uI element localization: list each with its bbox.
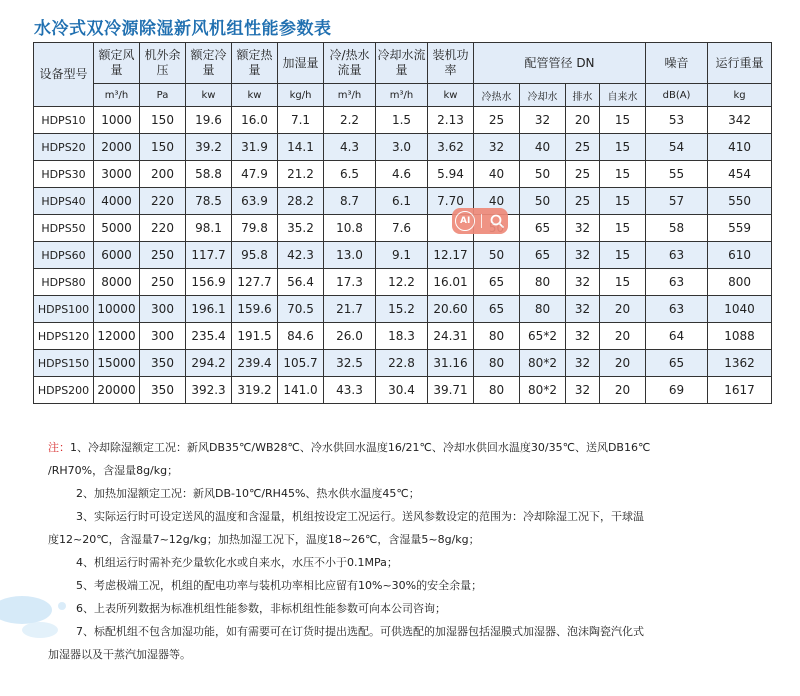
table-cell: 250 [140,242,186,269]
table-cell: 239.4 [232,350,278,377]
table-cell: 15 [600,161,646,188]
table-cell: 1040 [708,296,772,323]
table-cell: 24.31 [428,323,474,350]
table-cell: 57 [646,188,708,215]
table-cell: 32 [566,377,600,404]
note-2: 2、加热加湿额定工况：新风DB-10℃/RH45%、热水供水温度45℃； [76,487,420,500]
notes-prefix: 注： [48,441,70,454]
table-cell: 15 [600,134,646,161]
table-cell: 65 [474,296,520,323]
table-cell: 156.9 [186,269,232,296]
table-cell: 20 [600,323,646,350]
table-cell: 12.2 [376,269,428,296]
water-splash-decoration [0,582,80,652]
table-cell: 95.8 [232,242,278,269]
unit-cell: kw [428,84,474,107]
table-cell: 15 [600,188,646,215]
table-cell: 32 [566,215,600,242]
header-cwflow: 冷/热水流量 [324,43,376,84]
table-cell: 7.70 [428,188,474,215]
spec-table-body [34,107,772,404]
header-noise: 噪音 [646,43,708,84]
model-cell: HDPS30 [34,161,94,188]
page-title: 水冷式双冷源除湿新风机组性能参数表 [34,19,332,39]
table-cell: 32 [566,296,600,323]
table-cell: 32 [474,134,520,161]
table-row [34,107,772,134]
table-cell: 15.2 [376,296,428,323]
table-cell: 15 [600,215,646,242]
table-cell: 2.13 [428,107,474,134]
table-cell: 47.9 [232,161,278,188]
model-cell: HDPS150 [34,350,94,377]
table-cell: 19.6 [186,107,232,134]
table-cell: 9.1 [376,242,428,269]
table-cell: 610 [708,242,772,269]
table-cell: 141.0 [278,377,324,404]
model-cell: HDPS10 [34,107,94,134]
table-cell: 25 [566,188,600,215]
table-cell: 79.8 [232,215,278,242]
unit-cell: m³/h [376,84,428,107]
table-cell: 16.01 [428,269,474,296]
table-cell: 25 [566,134,600,161]
table-cell: 25 [474,107,520,134]
table-cell: 12.17 [428,242,474,269]
header-humid: 加湿量 [278,43,324,84]
table-cell: 20.60 [428,296,474,323]
table-cell: 250 [140,269,186,296]
model-cell: HDPS50 [34,215,94,242]
header-pipes: 配管管径 DN [474,43,646,84]
model-cell: HDPS20 [34,134,94,161]
table-cell: 8000 [94,269,140,296]
model-cell: HDPS200 [34,377,94,404]
header-heat: 额定热量 [232,43,278,84]
table-cell: 3.0 [376,134,428,161]
table-cell: 69 [646,377,708,404]
table-cell: 80 [474,350,520,377]
table-row [34,269,772,296]
table-cell: 10000 [94,296,140,323]
table-cell: 80 [520,296,566,323]
unit-cell: kw [232,84,278,107]
table-cell: 559 [708,215,772,242]
unit-cell: 排水 [566,84,600,107]
table-cell: 40 [520,134,566,161]
table-cell: 6.1 [376,188,428,215]
table-cell: 65 [474,269,520,296]
table-cell: 32.5 [324,350,376,377]
table-cell: 20 [600,350,646,377]
table-cell: 65 [646,350,708,377]
table-cell: 1.5 [376,107,428,134]
table-cell: 84.6 [278,323,324,350]
table-cell: 1362 [708,350,772,377]
table-cell: 300 [140,323,186,350]
table-cell: 39.2 [186,134,232,161]
table-cell: 1088 [708,323,772,350]
note-3: 3、实际运行时可设定送风的温度和含湿量，机组按设定工况运行。送风参数设定的范围为：冷却除湿工况下，干球温 [76,510,644,523]
table-cell: 20000 [94,377,140,404]
unit-cell: kg/h [278,84,324,107]
table-row [34,188,772,215]
table-cell: 6.5 [324,161,376,188]
table-row [34,161,772,188]
table-cell: 18.3 [376,323,428,350]
table-cell: 342 [708,107,772,134]
table-cell: 350 [140,377,186,404]
header-model: 设备型号 [34,43,94,107]
table-cell: 31.9 [232,134,278,161]
note-6: 6、上表所列数据为标准机组性能参数，非标机组性能参数可向本公司咨询； [76,602,446,615]
table-cell: 65 [520,215,566,242]
table-cell: 220 [140,188,186,215]
model-cell: HDPS80 [34,269,94,296]
table-row [34,350,772,377]
table-cell: 42.3 [278,242,324,269]
header-cowflow: 冷却水流量 [376,43,428,84]
table-cell: 20 [600,377,646,404]
table-cell: 15 [600,107,646,134]
unit-cell: dB(A) [646,84,708,107]
table-cell: 32 [566,323,600,350]
note-1-cont: /RH70%，含湿量8g/kg； [48,464,179,477]
unit-cell: kg [708,84,772,107]
table-cell: 56.4 [278,269,324,296]
note-5: 5、考虑极端工况，机组的配电功率与装机功率相比应留有10%~30%的安全余量； [76,579,483,592]
table-cell: 55 [646,161,708,188]
table-cell: 17.3 [324,269,376,296]
table-cell: 32 [566,269,600,296]
table-cell: 10.8 [324,215,376,242]
table-cell: 63 [646,242,708,269]
table-cell: 70.5 [278,296,324,323]
note-1: 1、冷却除湿额定工况：新风DB35℃/WB28℃、冷水供回水温度16/21℃、冷却水供回水温度30/35℃、送风DB16℃ [70,441,651,454]
table-cell: 392.3 [186,377,232,404]
unit-cell: m³/h [94,84,140,107]
table-cell: 3.62 [428,134,474,161]
table-cell: 80 [474,377,520,404]
table-cell: 63 [646,269,708,296]
table-cell: 4.3 [324,134,376,161]
table-cell: 16.0 [232,107,278,134]
table-cell: 63.9 [232,188,278,215]
table-cell: 105.7 [278,350,324,377]
table-cell: 80 [520,269,566,296]
table-cell: 28.2 [278,188,324,215]
table-cell: 200 [140,161,186,188]
note-7: 7、标配机组不包含加湿功能，如有需要可在订货时提出选配。可供选配的加湿器包括湿膜式加湿器、泡沫陶瓷汽化式 [76,625,644,638]
table-cell: 25 [566,161,600,188]
ai-icon[interactable]: AI [455,211,475,231]
table-cell: 50 [474,242,520,269]
header-cool: 额定冷量 [186,43,232,84]
table-cell: 5000 [94,215,140,242]
header-power: 装机功率 [428,43,474,84]
table-cell: 159.6 [232,296,278,323]
table-cell: 50 [520,188,566,215]
table-cell: 2000 [94,134,140,161]
unit-cell: kw [186,84,232,107]
table-cell: 3000 [94,161,140,188]
table-row [34,134,772,161]
table-cell: 30.4 [376,377,428,404]
table-cell: 191.5 [232,323,278,350]
table-cell: 150 [140,134,186,161]
table-cell: 98.1 [186,215,232,242]
table-cell: 80*2 [520,377,566,404]
table-cell: 15 [600,269,646,296]
note-4: 4、机组运行时需补充少量软化水或自来水，水压不小于0.1MPa； [76,556,398,569]
table-cell: 58.8 [186,161,232,188]
table-cell: 7.6 [376,215,428,242]
table-cell: 220 [140,215,186,242]
table-cell: 300 [140,296,186,323]
unit-cell: 冷热水 [474,84,520,107]
table-row [34,296,772,323]
unit-cell: m³/h [324,84,376,107]
unit-cell: Pa [140,84,186,107]
table-cell: 78.5 [186,188,232,215]
table-cell: 294.2 [186,350,232,377]
table-row [34,215,772,242]
table-cell: 35.2 [278,215,324,242]
table-cell: 20 [566,107,600,134]
table-cell: 14.1 [278,134,324,161]
table-row [34,323,772,350]
table-cell: 4.6 [376,161,428,188]
table-cell: 20 [600,296,646,323]
notes-section [48,436,768,666]
table-cell: 32 [566,350,600,377]
table-cell: 22.8 [376,350,428,377]
table-cell: 117.7 [186,242,232,269]
table-cell: 550 [708,188,772,215]
model-cell: HDPS120 [34,323,94,350]
table-cell: 63 [646,296,708,323]
ai-overlay-badge[interactable] [452,208,508,234]
table-cell: 40 [474,161,520,188]
table-cell: 65 [520,242,566,269]
table-cell: 50 [520,161,566,188]
unit-cell: 冷却水 [520,84,566,107]
table-cell: 5.94 [428,161,474,188]
table-cell: 127.7 [232,269,278,296]
table-row [34,377,772,404]
table-cell: 80*2 [520,350,566,377]
table-cell: 31.16 [428,350,474,377]
table-cell: 32 [520,107,566,134]
table-cell: 53 [646,107,708,134]
header-weight: 运行重量 [708,43,772,84]
table-cell: 4000 [94,188,140,215]
badge-divider [481,214,482,228]
table-cell: 65*2 [520,323,566,350]
model-cell: HDPS100 [34,296,94,323]
table-cell: 1000 [94,107,140,134]
table-cell: 319.2 [232,377,278,404]
table-row [34,242,772,269]
table-cell: 54 [646,134,708,161]
table-cell: 15 [600,242,646,269]
header-flow: 额定风量 [94,43,140,84]
model-cell: HDPS60 [34,242,94,269]
table-cell: 6000 [94,242,140,269]
table-cell: 21.2 [278,161,324,188]
table-cell: 80 [474,323,520,350]
table-cell: 7.1 [278,107,324,134]
table-cell: 32 [566,242,600,269]
table-cell: 64 [646,323,708,350]
table-cell: 40 [474,188,520,215]
table-cell: 410 [708,134,772,161]
spec-table [33,42,772,404]
model-cell: HDPS40 [34,188,94,215]
table-cell: 8.7 [324,188,376,215]
table-cell: 350 [140,350,186,377]
table-cell: 454 [708,161,772,188]
table-cell: 2.2 [324,107,376,134]
unit-cell: 自来水 [600,84,646,107]
table-cell: 800 [708,269,772,296]
note-7-cont: 加湿器以及干蒸汽加湿器等。 [48,648,191,661]
table-cell: 196.1 [186,296,232,323]
note-3-cont: 度12~20℃，含湿量7~12g/kg；加热加湿工况下，温度18~26℃，含湿量5~8g/kg； [48,533,480,546]
table-cell: 13.0 [324,242,376,269]
table-cell: 12000 [94,323,140,350]
table-cell: 15000 [94,350,140,377]
table-cell: 26.0 [324,323,376,350]
magnifier-icon[interactable] [489,213,505,229]
header-pressure: 机外余压 [140,43,186,84]
table-cell: 150 [140,107,186,134]
table-cell: 1617 [708,377,772,404]
table-cell: 235.4 [186,323,232,350]
table-cell: 39.71 [428,377,474,404]
table-cell: 21.7 [324,296,376,323]
table-cell: 43.3 [324,377,376,404]
table-cell: 58 [646,215,708,242]
